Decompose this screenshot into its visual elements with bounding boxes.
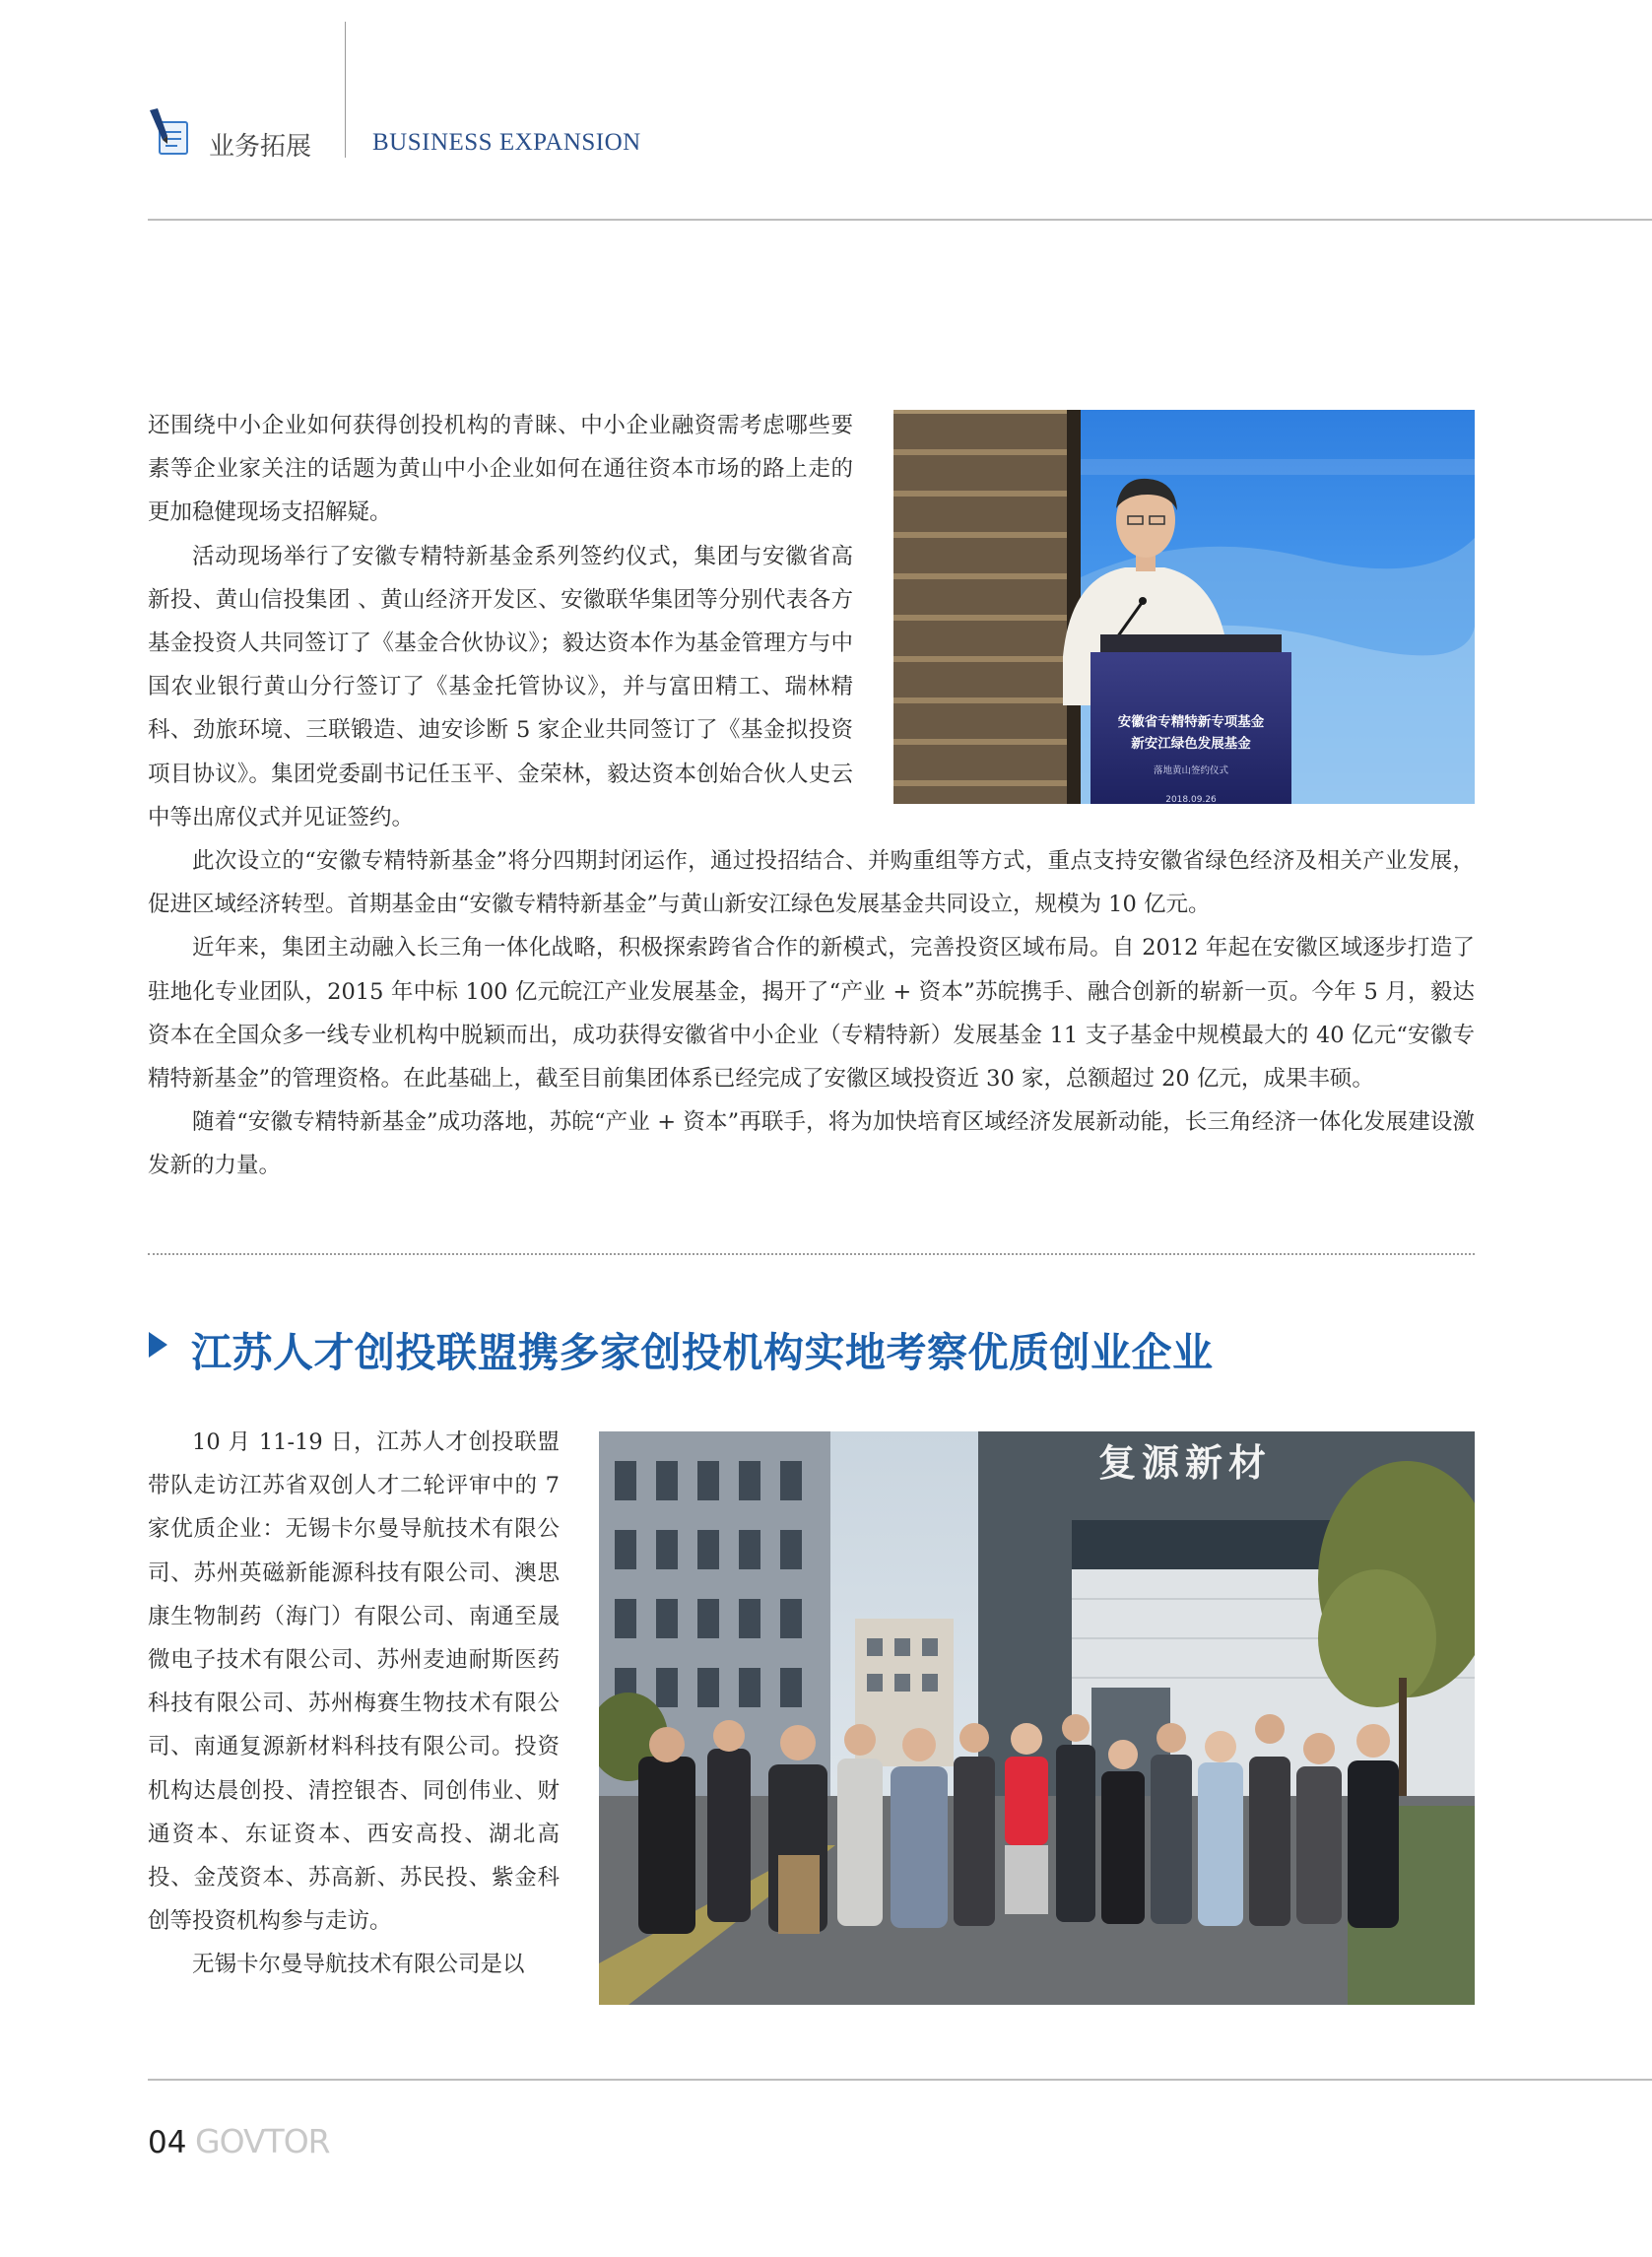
footer-rule bbox=[148, 2079, 1652, 2081]
article1-paragraph-3: 此次设立的“安徽专精特新基金”将分四期封闭运作，通过投招结合、并购重组等方式，重点支持安徽省绿色经济及相关产业发展，促进区域经济转型。首期基金由“安徽专精特新基金”与黄山新安江绿色发展基金共同设立，规模为 10 亿元。 bbox=[148, 848, 1475, 918]
building-sign: 复源新材 bbox=[1097, 1441, 1273, 1485]
pen-document-icon bbox=[146, 106, 191, 158]
article2-paragraph-2: 无锡卡尔曼导航技术有限公司是以 bbox=[192, 1952, 525, 1978]
header-divider bbox=[345, 22, 346, 158]
page-number: 04 bbox=[148, 2125, 187, 2160]
header-rule bbox=[148, 219, 1652, 221]
podium-text-line3: 落地黄山签约仪式 bbox=[1153, 765, 1229, 776]
podium-text-line1: 安徽省专精特新专项基金 bbox=[1117, 714, 1265, 730]
article1-paragraph-1: 还围绕中小企业如何获得创投机构的青睐、中小企业融资需考虑哪些要素等企业家关注的话题为黄山中小企业如何在通往资本市场的路上走的更加稳健现场支招解疑。 bbox=[148, 413, 853, 526]
article1-full-width bbox=[148, 839, 1475, 1188]
article2-title: 江苏人才创投联盟携多家创投机构实地考察优质创业企业 bbox=[191, 1329, 1214, 1376]
podium-text-line2: 新安江绿色发展基金 bbox=[1131, 736, 1251, 752]
brand-logo: GOVTOR bbox=[195, 2122, 330, 2160]
section-title-cn: 业务拓展 bbox=[209, 132, 312, 162]
article2-paragraph-1: 10 月 11-19 日，江苏人才创投联盟带队走访江苏省双创人才二轮评审中的 7 家优质企业：无锡卡尔曼导航技术有限公司、苏州英磁新能源科技有限公司、澳思康生物制药（海门）有限公司、南通至晟微电子技术有限公司、苏州麦迪耐斯医药科技有限公司、苏州梅赛生物技术有限公司、南通复源新材料科技有限公司。投资机构达晨创投、清控银杏、同创伟业、财通资本、东证资本、西安高投、湖北高投、金茂资本、苏高新、苏民投、紫金科创等投资机构参与走访。 bbox=[148, 1429, 560, 1935]
article1-column bbox=[148, 404, 853, 839]
article1-paragraph-2: 活动现场举行了安徽专精特新基金系列签约仪式，集团与安徽省高新投、黄山信投集团 、黄山经济开发区、安徽联华集团等分别代表各方基金投资人共同签订了《基金合伙协议》；毅达资本作为基金管理方与中国农业银行黄山分行签订了《基金托管协议》，并与富田精工、瑞林精科、劲旅环境、三联锻造、迪安诊断 5 家企业共同签订了《基金拟投资项目协议》。集团党委副书记任玉平、金荣林，毅达资本创始合伙人史云中等出席仪式并见证签约。 bbox=[148, 543, 853, 830]
article1-paragraph-5: 随着“安徽专精特新基金”成功落地，苏皖“产业 + 资本”再联手，将为加快培育区域经济发展新动能，长三角经济一体化发展建设激发新的力量。 bbox=[148, 1109, 1475, 1179]
article2-column bbox=[148, 1421, 560, 1987]
section-separator bbox=[148, 1253, 1475, 1255]
article1-paragraph-4: 近年来，集团主动融入长三角一体化战略，积极探索跨省合作的新模式，完善投资区域布局。自 2012 年起在安徽区域逐步打造了驻地化专业团队，2015 年中标 100 亿元皖江产业发展基金，揭开了“产业 + 资本”苏皖携手、融合创新的崭新一页。今年 5 月，毅达资本在全国众多一线专业机构中脱颖而出，成功获得安徽省中小企业（专精特新）发展基金 11 支子基金中规模最大的 40 亿元“安徽专精特新基金”的管理资格。在此基础上，截至目前集团体系已经完成了安徽区域投资近 30 家，总额超过 20 亿元，成果丰硕。 bbox=[148, 935, 1475, 1093]
podium-date: 2018.09.26 bbox=[1165, 795, 1217, 804]
section-title-en: BUSINESS EXPANSION bbox=[372, 129, 641, 156]
triangle-bullet-icon bbox=[149, 1332, 167, 1358]
podium-speech-photo bbox=[893, 410, 1475, 804]
group-photo bbox=[599, 1431, 1475, 2005]
